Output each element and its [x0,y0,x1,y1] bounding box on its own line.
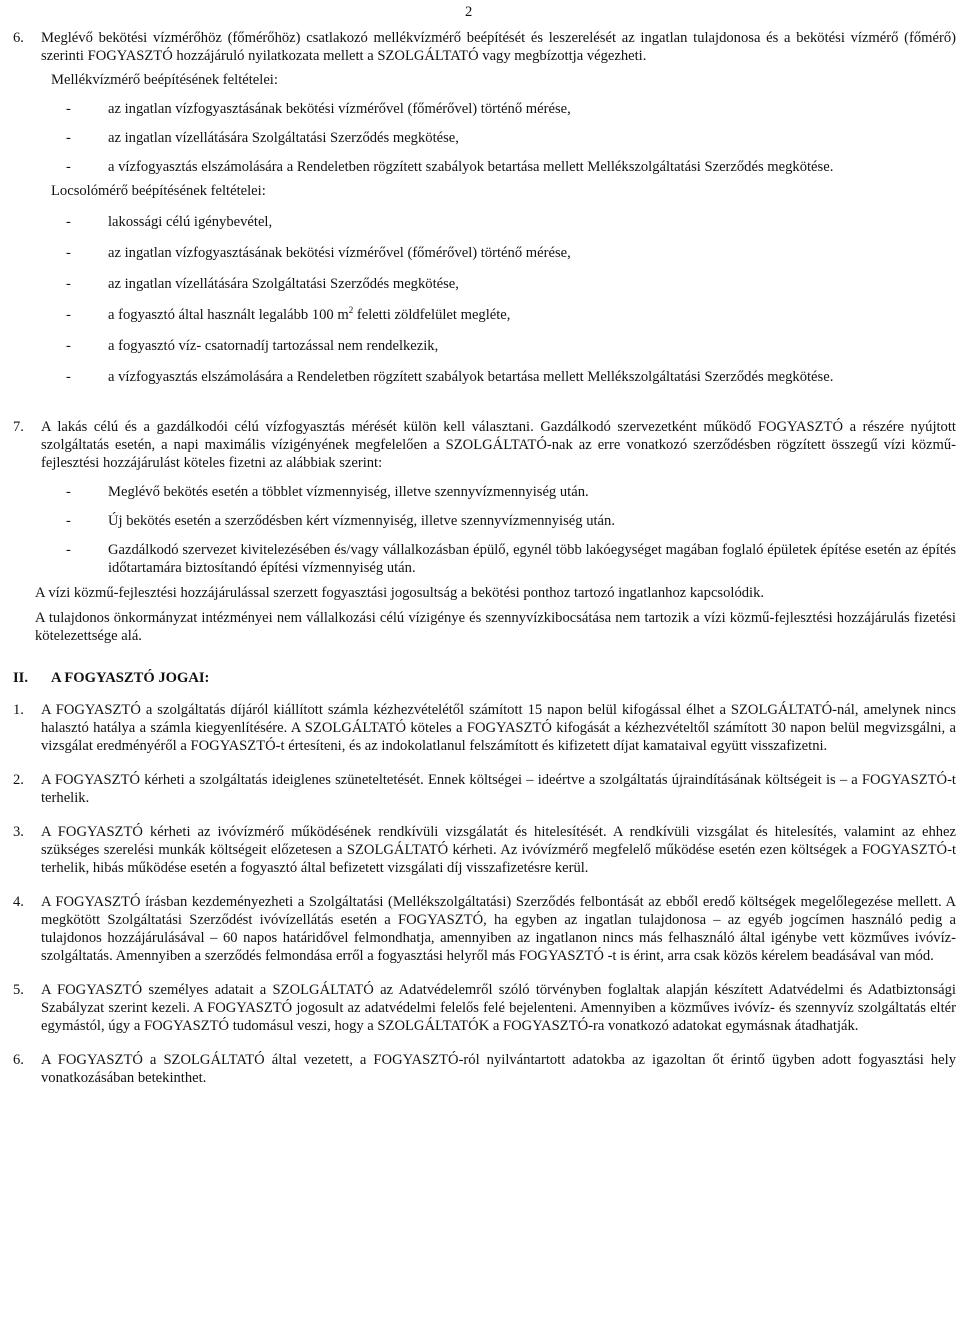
numbered-item-7 [13,418,956,472]
item-text: A FOGYASZTÓ személyes adatait a SZOLGÁLTATÓ az Adatvédelemről szóló törvényben foglaltak alapján készített Adatvédelmi és Adatbiztonsági Szabályzat szerint kezeli. A FOGYASZTÓ jogosult az adatvédelmi felelős felé bejelenteni. Amennyiben a közműves ivóvíz- és szennyvíz szolgáltatás eltér egymástól, úgy a FOGYASZTÓ tudomásul veszi, hogy a SZOLGÁLTATÓK a FOGYASZTÓ-ra vonatkozó adatokat egymásnak átadhatják. [41,982,956,1034]
dash-bullet: - [66,542,71,558]
list-item: - a vízfogyasztás elszámolására a Rendeletben rögzített szabályok betartása mellett Mellékszolgáltatási Szerződés megkötése. [66,159,834,175]
item-text: A FOGYASZTÓ a szolgáltatás díjáról kiállított számla kézhezvételétől számított 15 napon belül kifogással élhet a SZOLGÁLTATÓ-nál, amelynek nincs halasztó hatálya a számla kiegyenlítésére. A SZOLGÁLTATÓ köteles a FOGYASZTÓ kifogását a kézhezvételtől számított 30 napon belül megvizsgálni, a vizsgálat eredményéről a FOGYASZTÓ-t értesíteni, és az indokolatlanul felszámított és kifizetett díjat kamataival együtt visszafizetni. [41,702,956,754]
list-item: - Gazdálkodó szervezet kivitelezésében és/vagy vállalkozásban épülő, egynél több lakóegységet magában foglaló épületek építése esetén az építés időtartamára biztosítandó építési vízmennyiség után. [66,542,956,576]
dash-bullet: - [66,130,71,146]
list-item: - Meglévő bekötés esetén a többlet vízmennyiség, illetve szennyvízmennyiség után. [66,484,589,500]
item-number: 7. [13,419,24,435]
page-number: 2 [465,4,473,20]
list-item: - a vízfogyasztás elszámolására a Rendeletben rögzített szabályok betartása mellett Mellékszolgáltatási Szerződés megkötése. [66,369,834,385]
list-item: - a fogyasztó víz- csatornadíj tartozással nem rendelkezik, [66,338,439,354]
item-text: Meglévő bekötési vízmérőhöz (főmérőhöz) csatlakozó mellékvízmérő beépítését és leszerelését az ingatlan tulajdonosa és a bekötési vízmérő (főmérő) szerinti FOGYASZTÓ hozzájáruló nyilatkozata mellett a SZOLGÁLTATÓ vagy megbízottja végezheti. [41,30,956,64]
numbered-item [13,893,956,965]
dash-bullet: - [66,276,71,292]
item-number: 5. [13,982,24,998]
locsolomero-conditions [66,213,956,386]
item-number: 6. [13,1052,24,1068]
mellekvizmero-label: Mellékvízmérő beépítésének feltételei: [51,72,278,88]
list-item: - Új bekötés esetén a szerződésben kért vízmennyiség, illetve szennyvízmennyiség után. [66,513,615,529]
item-text: A FOGYASZTÓ kérheti az ivóvízmérő működésének rendkívüli vizsgálatát és hitelesítését. A rendkívüli vizsgálat és hitelesítés, valamint az ehhez szükséges szerelési munkák költségeit előzetesen a SZOLGÁLTATÓ kérheti. Az ivóvízmérő megfelelő működése esetén ezen költségek a FOGYASZTÓ-t terhelik, hibás működése esetén a fogyasztó által befizetett vizsgálati díj visszafizetésre kerül. [41,824,956,876]
item-text: A FOGYASZTÓ a SZOLGÁLTATÓ által vezetett, a FOGYASZTÓ-ról nyilvántartott adatokba az igazoltan őt érintő ügyben adott fogyasztási hely vonatkozásában betekinthet. [41,1052,956,1086]
list-item: - az ingatlan vízfogyasztásának bekötési vízmérővel (főmérővel) történő mérése, [66,101,571,117]
dash-bullet: - [66,245,71,261]
dash-bullet: - [66,513,71,529]
locsolomero-label: Locsolómérő beépítésének feltételei: [51,183,266,199]
item-number: 2. [13,772,24,788]
contribution-basis-list [66,483,956,577]
numbered-item [13,981,956,1035]
list-item: - az ingatlan vízellátására Szolgáltatási Szerződés megkötése, [66,130,459,146]
document-body [13,29,956,1087]
item-text: A lakás célú és a gazdálkodói célú vízfogyasztás mérését külön kell választani. Gazdálkodó szervezetként működő FOGYASZTÓ a részére nyújtott szolgáltatás esetén, a napi maximális vízigényének megfelelően a SZOLGÁLTATÓ-nak az erre vonatkozó szerződésben rögzített összegű vízi közmű-fejlesztési hozzájárulást köteles fizetni az alábbiak szerint: [41,419,956,471]
item-number: 1. [13,702,24,718]
mellekvizmero-conditions [66,100,956,176]
paragraph: A tulajdonos önkormányzat intézményei nem vállalkozási célú vízigénye és szennyvízkibocsátása nem tartozik a vízi közmű-fejlesztési hozzájárulás fizetési kötelezettsége alá. [35,610,956,644]
numbered-item [13,701,956,755]
numbered-item [13,1051,956,1087]
item-number: 4. [13,894,24,910]
section-number: II. [13,670,29,686]
list-item: - a fogyasztó által használt legalább 100 $m^2$ feletti zöldfelület megléte, [66,305,511,323]
list-item: - az ingatlan vízellátására Szolgáltatási Szerződés megkötése, [66,276,459,292]
dash-bullet: - [66,369,71,385]
dash-bullet: - [66,214,71,230]
item-number: 3. [13,824,24,840]
list-item: - az ingatlan vízfogyasztásának bekötési vízmérővel (főmérővel) történő mérése, [66,245,571,261]
dash-bullet: - [66,307,71,323]
item-text: A FOGYASZTÓ kérheti a szolgáltatás ideiglenes szüneteltetését. Ennek költségei – ideértve a szolgáltatás újraindításának költségeit is – a FOGYASZTÓ-t terhelik. [41,772,956,806]
item-number: 6. [13,30,24,46]
section-title: A FOGYASZTÓ JOGAI: [51,670,210,686]
dash-bullet: - [66,159,71,175]
numbered-item-6 [13,29,956,65]
dash-bullet: - [66,484,71,500]
paragraph: A vízi közmű-fejlesztési hozzájárulással szerzett fogyasztási jogosultság a bekötési ponthoz tartozó ingatlanhoz kapcsolódik. [35,585,765,601]
numbered-item [13,823,956,877]
dash-bullet: - [66,101,71,117]
dash-bullet: - [66,338,71,354]
section-heading [13,669,956,687]
numbered-item [13,771,956,807]
list-item: - lakossági célú igénybevétel, [66,214,273,230]
item-text: A FOGYASZTÓ írásban kezdeményezheti a Szolgáltatási (Mellékszolgáltatási) Szerződés felbontását az ebből eredő költségek megelőlegezése mellett. A megkötött Szolgáltatási Szerződést ivóvízellátás esetén a FOGYASZTÓ, ha egyben az ingatlan tulajdonosa – az egyéb jogcímen használó pedig a tulajdonos hozzájárulásával – 60 napos határidővel felmondhatja, amennyiben az ingatlanon nincs más felhasználó által igénybe vett közműves ivóvíz-szolgáltatás. Amennyiben a szerződés felmondása erről a fogyasztási helyről más FOGYASZTÓ -t is érint, arra csak közös kérelem beadásával van mód. [41,894,956,964]
